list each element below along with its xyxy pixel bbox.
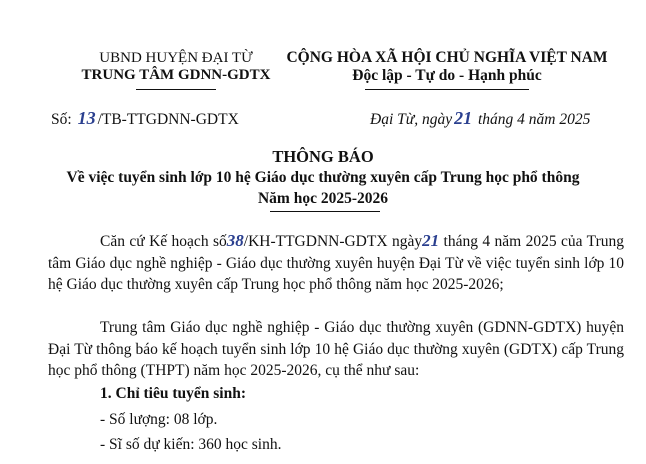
handwritten-so-number: 13: [77, 108, 96, 128]
section-heading-quota: 1. Chỉ tiêu tuyển sinh:: [100, 385, 246, 402]
document-title: THÔNG BÁO: [272, 147, 374, 166]
document-date: [370, 108, 590, 129]
date-prefix: Đại Từ, ngày: [370, 111, 453, 128]
p1-text-b: /KH-TTGDNN-GDTX ngày: [243, 233, 423, 250]
document-number: [51, 108, 239, 129]
p1-text-c: tháng 4 năm 2025 của Trung tâm Giáo dục nghề nghiệp - Giáo dục thường xuyên huyện Đại Từ về việc tuyển sinh lớp 10 hệ Giáo dục thường xuyên cấp Trung học phổ thông năm học 2025-2026;: [48, 233, 625, 293]
paragraph-announcement: Trung tâm Giáo dục nghề nghiệp - Giáo dục thường xuyên (GDNN-GDTX) huyện Đại Từ thông báo kế hoạch tuyển sinh lớp 10 hệ Giáo dục thường xuyên (GDTX) cấp Trung học phổ thông (THPT) năm học 2025-2026, cụ thể như sau:: [48, 319, 624, 379]
national-title: CỘNG HÒA XÃ HỘI CHỦ NGHĨA VIỆT NAM: [286, 49, 608, 66]
motto-underline: [365, 89, 529, 90]
paragraph-legal-basis: [48, 230, 624, 296]
issuer-underline: [136, 89, 216, 90]
school-year: Năm học 2025-2026: [257, 190, 389, 207]
date-suffix: tháng 4 năm 2025: [477, 111, 591, 128]
national-motto: Độc lập - Tự do - Hạnh phúc: [352, 67, 542, 84]
issuer-authority: UBND HUYỆN ĐẠI TỪ: [99, 50, 253, 66]
handwritten-plan-number: 38: [226, 231, 244, 250]
bullet-student-count: - Sĩ số dự kiến: 360 học sinh.: [100, 436, 282, 453]
bullet-class-count: - Số lượng: 08 lớp.: [100, 411, 218, 428]
so-label: Số:: [51, 111, 72, 128]
handwritten-date-day: 21: [454, 108, 473, 128]
title-underline: [270, 211, 380, 212]
issuer-name: TRUNG TÂM GDNN-GDTX: [81, 67, 271, 83]
so-suffix: /TB-TTGDNN-GDTX: [97, 111, 239, 128]
document-subject: Về việc tuyển sinh lớp 10 hệ Giáo dục thường xuyên cấp Trung học phổ thông: [66, 169, 580, 186]
handwritten-plan-day: 21: [422, 231, 440, 250]
p1-text-a: Căn cứ Kế hoạch số: [100, 233, 227, 250]
